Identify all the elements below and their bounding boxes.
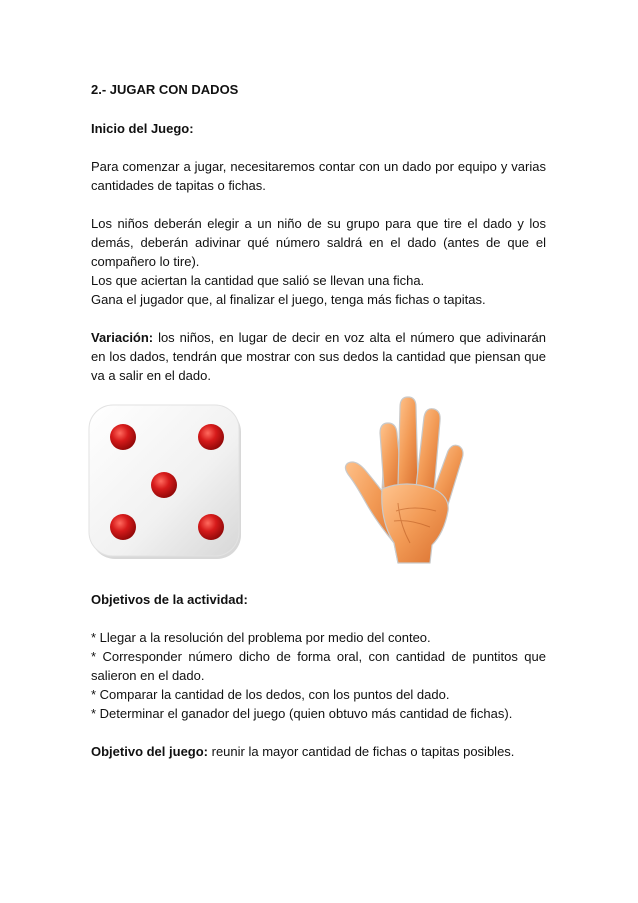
game-objective-text: reunir la mayor cantidad de fichas o tapitas posibles. <box>208 744 515 759</box>
dice-dot <box>110 424 136 450</box>
hand-ring-finger <box>416 409 440 491</box>
paragraph-rewards: Los que aciertan la cantidad que salió se llevan una ficha. <box>91 273 425 288</box>
dice-dot <box>198 514 224 540</box>
dice-dot <box>151 472 177 498</box>
inicio-heading: Inicio del Juego: <box>91 121 194 136</box>
hand-image <box>336 393 486 565</box>
paragraph-materials: Para comenzar a jugar, necesitaremos contar con un dado por equipo y varias cantidades de tapitas o fichas. <box>91 159 546 193</box>
variation-text: los niños, en lugar de decir en voz alta el número que adivinarán en los dados, tendrán que mostrar con sus dedos la cantidad que piensan que va a salir en el dado. <box>91 330 546 383</box>
dice-dot <box>198 424 224 450</box>
dice-image <box>88 404 244 562</box>
paragraph-winner: Gana el jugador que, al finalizar el juego, tenga más fichas o tapitas. <box>91 292 486 307</box>
document-title: 2.- JUGAR CON DADOS <box>91 82 239 97</box>
dice-dot <box>110 514 136 540</box>
objective-item: * Corresponder número dicho de forma oral, con cantidad de puntitos que salieron en el dado. <box>91 649 546 683</box>
objective-item: * Comparar la cantidad de los dedos, con los puntos del dado. <box>91 687 450 702</box>
game-objective-label: Objetivo del juego: <box>91 744 209 759</box>
paragraph-variation <box>91 328 546 385</box>
objective-item: * Llegar a la resolución del problema por medio del conteo. <box>91 630 431 645</box>
paragraph-rules: Los niños deberán elegir a un niño de su grupo para que tire el dado y los demás, deberán adivinar qué número saldrá en el dado (antes de que el compañero lo tire). <box>91 216 546 269</box>
game-objective <box>91 742 546 761</box>
hand-palm <box>382 484 448 563</box>
objectives-heading: Objetivos de la actividad: <box>91 592 248 607</box>
objective-item: * Determinar el ganador del juego (quien obtuvo más cantidad de fichas). <box>91 706 513 721</box>
variation-label: Variación: <box>91 330 154 345</box>
hand-middle-finger <box>398 397 418 485</box>
